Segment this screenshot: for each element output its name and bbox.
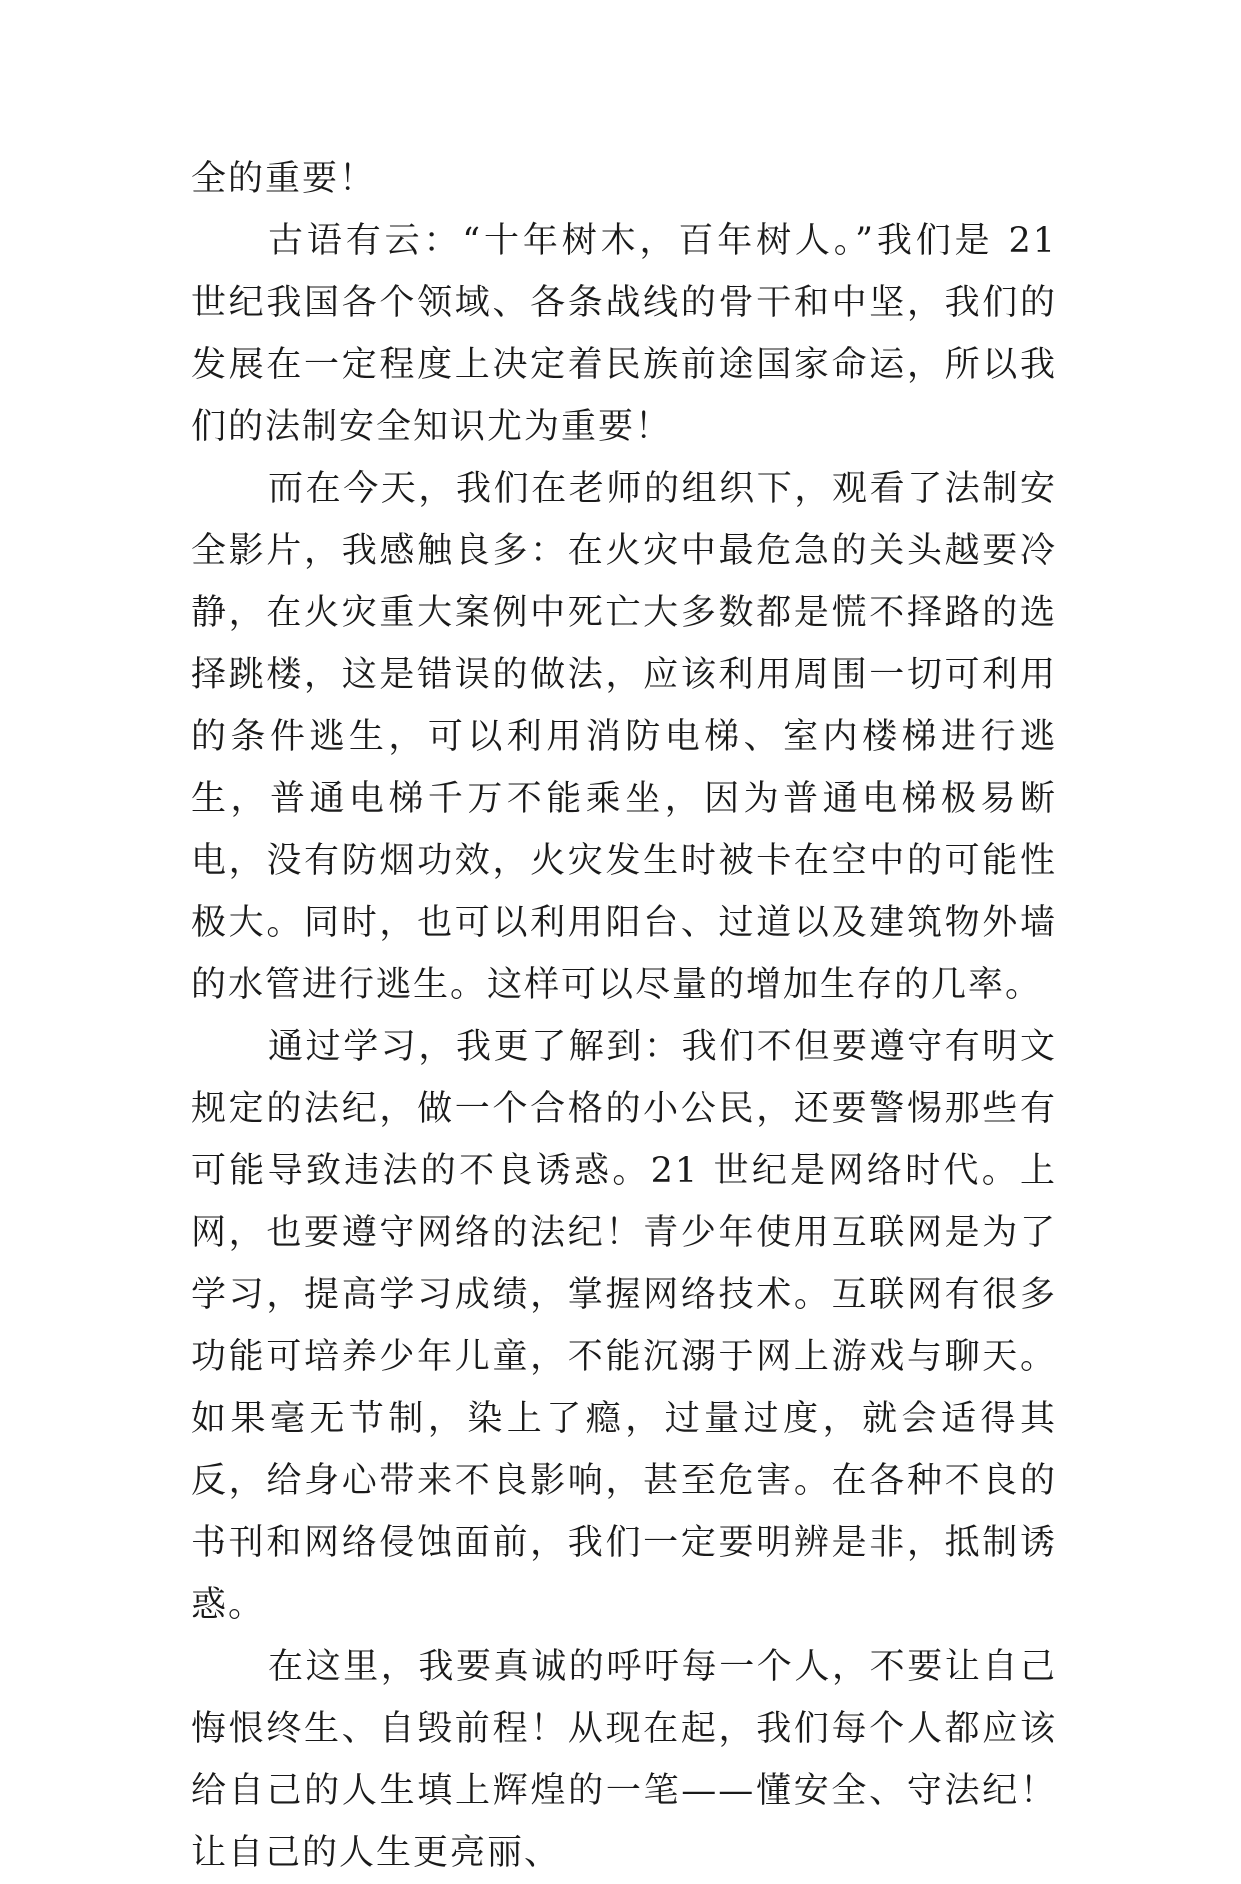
paragraph-proverb: 古语有云：“十年树木，百年树人。”我们是 21 世纪我国各个领域、各条战线的骨干和中坚，我们的发展在一定程度上决定着民族前途国家命运，所以我们的法制安全知识尤为重要！ [191,221,1057,447]
paragraph-continuation: 全的重要！ [191,159,377,199]
paragraph-appeal: 在这里，我要真诚的呼吁每一个人，不要让自己悔恨终生、自毁前程！从现在起，我们每个人都应该给自己的人生填上辉煌的一笔——懂安全、守法纪！让自己的人生更亮丽、 [191,1647,1057,1873]
paragraph-fire-safety: 而在今天，我们在老师的组织下，观看了法制安全影片，我感触良多：在火灾中最危急的关头越要冷静，在火灾重大案例中死亡大多数都是慌不择路的选择跳楼，这是错误的做法，应该利用周围一切可利用的条件逃生，可以利用消防电梯、室内楼梯进行逃生，普通电梯千万不能乘坐，因为普通电梯极易断电，没有防烟功效，火灾发生时被卡在空中的可能性极大。同时，也可以利用阳台、过道以及建筑物外墙的水管进行逃生。这样可以尽量的增加生存的几率。 [191,469,1057,1005]
paragraph-internet-law: 通过学习，我更了解到：我们不但要遵守有明文规定的法纪，做一个合格的小公民，还要警惕那些有可能导致违法的不良诱惑。21 世纪是网络时代。上网，也要遵守网络的法纪！青少年使用互联网是为了学习，提高学习成绩，掌握网络技术。互联网有很多功能可培养少年儿童，不能沉溺于网上游戏与聊天。如果毫无节制，染上了瘾，过量过度，就会适得其反，给身心带来不良影响，甚至危害。在各种不良的书刊和网络侵蚀面前，我们一定要明辨是非，抵制诱惑。 [191,1027,1057,1625]
body-text [191,148,1057,1884]
